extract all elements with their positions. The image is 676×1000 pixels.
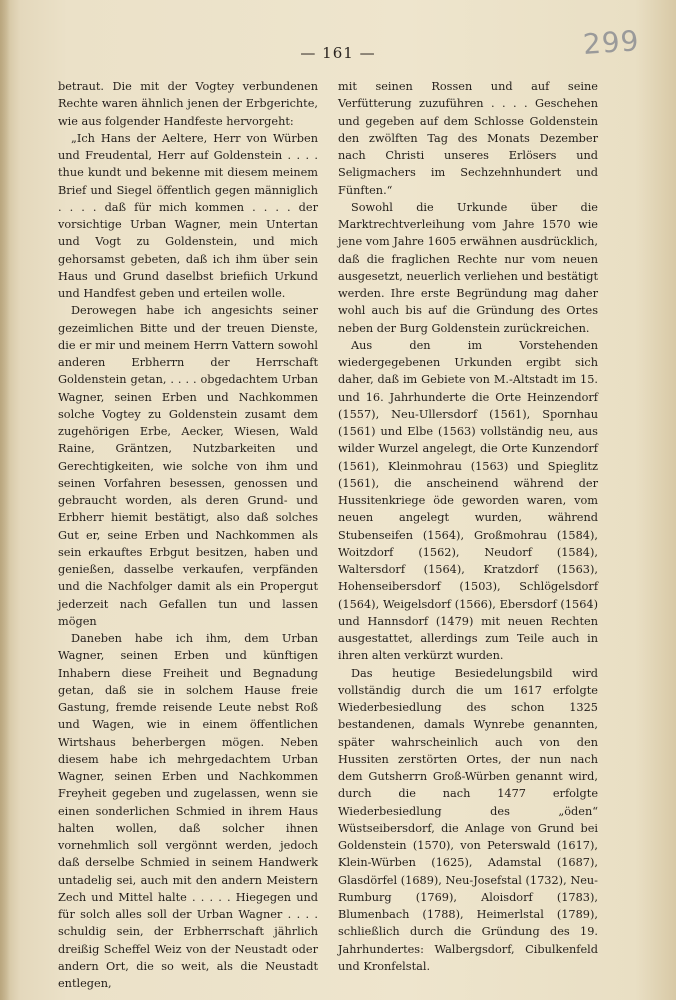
paragraph: Das heutige Besiedelungsbild wird vollständig durch die um 1617 erfolgte Wiederbesiedlung des schon 1325 bestandenen, damals Wynrebe genannten, später wahrscheinlich auch von den Hussiten zerstörten Ortes, der nun nach dem Gutsherrn Groß-Würben genannt wird, durch die nach 1477 erfolgte Wiederbesiedlung des „öden“ Wüstseibersdorf, die Anlage von Grund bei Goldenstein (1570), von Peterswald (1617), Klein-Würben (1625), Adamstal (1687), Glasdörfel (1689), Neu-Josefstal (1732), Neu-Rumburg (1769), Aloisdorf (1783), Blumenbach (1788), Heimerlstal (1789), schließlich durch die Gründung des 19. Jahrhundertes: Walbergsdorf, Cibulkenfeld und Kronfelstal.: [338, 666, 598, 973]
handwritten-archive-number: 299: [581, 24, 641, 61]
paragraph: Derowegen habe ich angesichts seiner gezeimlichen Bitte und der treuen Dienste, die er mir und meinem Herrn Vattern sowohl anderen Erbherrn der Herrschaft Goldenstein getan, . . . . obgedachtem Urban Wagner, seinen Erben und Nachkommen solche Vogtey zu Goldenstein zusamt dem zugehörigen Erbe, Aecker, Wiesen, Wald Raine, Gräntzen, Nutzbarkeiten und Gerechtigkeiten, wie solche von ihm und seinen Vorfahren besessen, genossen und gebraucht worden, als deren Grund- und Erbherr hiemit bestätigt, also daß solches Gut er, seine Erben und Nachkommen als sein erkauftes Erbgut besitzen, haben und genießen, dasselbe verkaufen, verpfänden und die Nachfolger damit als ein Propergut jederzeit nach Gefallen tun und lassen mögen: [58, 304, 318, 628]
left-text-column: [58, 78, 318, 992]
paragraph: mit seinen Rossen und auf seine Verfütterung zuzuführen . . . . Geschehen und gegeben auf dem Schlosse Goldenstein den zwölften Tag des Monats Dezember nach Christi unseres Erlösers und Seligmachers im Sechzehnhundert und Fünften.“: [338, 80, 598, 197]
paragraph: „Ich Hans der Aeltere, Herr von Würben und Freudental, Herr auf Goldenstein . . . . thue kundt und bekenne mit diesem meinem Brief und Siegel öffentlich gegen männiglich . . . . daß für mich kommen . . . . der vorsichtige Urban Wagner, mein Untertan und Vogt zu Goldenstein, und mich gehorsamst gebeten, daß ich ihm über sein Haus und Grund daselbst briefiich Urkund und Handfest geben und erteilen wolle.: [58, 131, 318, 300]
page-binding-shadow: [0, 0, 10, 1000]
page-number: — 161 —: [300, 44, 376, 62]
paragraph: betraut. Die mit der Vogtey verbundenen Rechte waren ähnlich jenen der Erbgerichte, wie aus folgender Handfeste hervorgeht:: [58, 80, 318, 128]
paragraph: Sowohl die Urkunde über die Marktrechtverleihung vom Jahre 1570 wie jene vom Jahre 1605 erwähnen ausdrücklich, daß die fraglichen Rechte nur vom neuen ausgesetzt, neuerlich verliehen und bestätigt werden. Ihre erste Begründung mag daher wohl auch bis auf die Gründung des Ortes neben der Burg Goldenstein zurückreichen.: [338, 200, 598, 335]
paragraph: Daneben habe ich ihm, dem Urban Wagner, seinen Erben und künftigen Inhabern diese Freiheit und Begnadung getan, daß sie in solchem Hause freie Gastung, fremde reisende Leute nebst Roß und Wagen, wie in einem öffentlichen Wirtshaus beherbergen mögen. Neben diesem habe ich mehrgedachtem Urban Wagner, seinen Erben und Nachkommen Freyheit gegeben und zugelassen, wenn sie einen sonderlichen Schmied in ihrem Haus halten wollen, daß solcher ihnen vornehmlich soll vergönnt werden, jedoch daß derselbe Schmied in seinem Handwerk untadelig sei, auch mit den andern Meistern Zech und Mittel halte . . . . . Hiegegen und für solch alles soll der Urban Wagner . . . . schuldig sein, der Erbherrschaft jährlich dreißig Scheffel Weiz von der Neustadt oder andern Ort, die so weit, als die Neustadt entlegen,: [58, 632, 318, 990]
right-text-column: [338, 78, 598, 975]
paragraph: Aus den im Vorstehenden wiedergegebenen Urkunden ergibt sich daher, daß im Gebiete von M.-Altstadt im 15. und 16. Jahrhunderte die Orte Heinzendorf (1557), Neu-Ullersdorf (1561), Spornhau (1561) und Elbe (1563) vollständig neu, aus wilder Wurzel angelegt, die Orte Kunzendorf (1561), Kleinmohrau (1563) und Spieglitz (1561), die anscheinend während der Hussitenkriege öde geworden waren, vom neuen angelegt wurden, während Stubenseifen (1564), Großmohrau (1584), Woitzdorf (1562), Neudorf (1584), Waltersdorf (1564), Kratzdorf (1563), Hohenseibersdorf (1503), Schlögelsdorf (1564), Weigelsdorf (1566), Ebersdorf (1564) und Hannsdorf (1479) mit neuen Rechten ausgestattet, allerdings zum Teile auch in ihren alten verkürzt wurden.: [338, 338, 598, 663]
